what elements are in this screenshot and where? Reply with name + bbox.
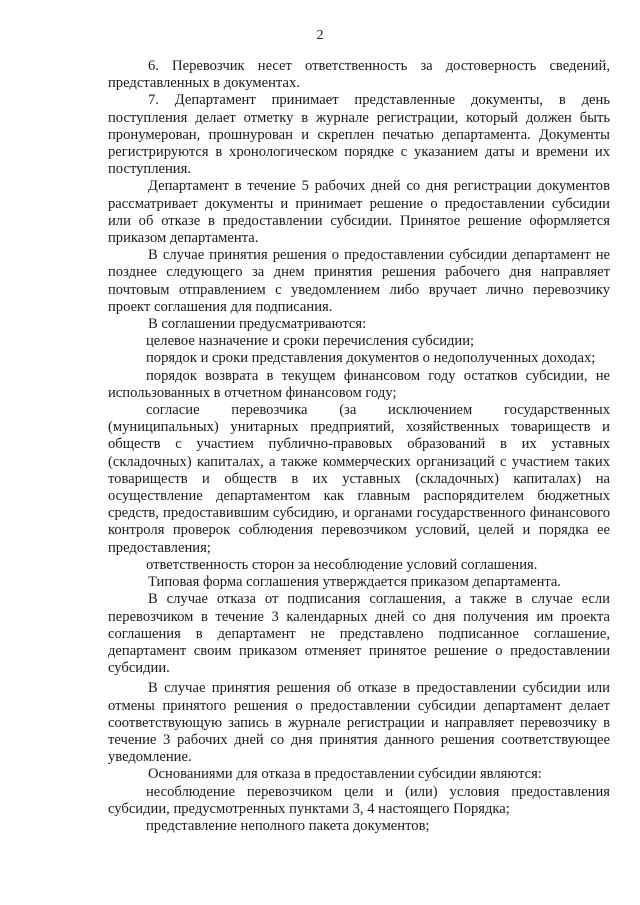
paragraph: 6. Перевозчик несет ответственность за достоверность сведений, представленных в документах. [108,58,610,92]
document-body [108,58,610,835]
paragraph: В случае принятия решения о предоставлении субсидии департамент не позднее следующего за днем принятия решения рабочего дня направляет почтовым отправлением с уведомлением либо вручает лично перевозчику проект соглашения для подписания. [108,247,610,315]
list-item: целевое назначение и сроки перечисления субсидии; [146,333,475,350]
paragraph: В случае принятия решения об отказе в предоставлении субсидии или отмены принятого решения о предоставлении субсидии департамент делает соответствующую запись в журнале регистрации и направляет перевозчику в течение 3 рабочих дней со дня принятия данного решения соответствующее уведомление. [108,680,610,766]
paragraph: 7. Департамент принимает представленные документы, в день поступления делает отметку в журнале регистрации, который должен быть пронумерован, прошнурован и скреплен печатью департамента. Документы регистрируются в хронологическом порядке с указанием даты и времени их поступления. [108,92,610,178]
list-item: несоблюдение перевозчиком цели и (или) условия предоставления субсидии, предусмотренных пунктами 3, 4 настоящего Порядка; [108,783,610,817]
paragraph: Департамент в течение 5 рабочих дней со дня регистрации документов рассматривает документы и принимает решение о предоставлении субсидии или об отказе в предоставлении субсидии. Принятое решение оформляется приказом департамента. [108,178,610,247]
list-item: ответственность сторон за несоблюдение условий соглашения. [146,556,538,573]
paragraph: Основаниями для отказа в предоставлении субсидии являются: [148,766,542,783]
list-item: порядок и сроки представления документов о недополученных доходах; [146,350,596,367]
list-item: представление неполного пакета документов; [146,817,430,834]
list-item: порядок возврата в текущем финансовом году остатков субсидии, не использованных в отчетном финансовом году; [108,367,610,401]
page-number: 2 [316,28,324,43]
list-item: согласие перевозчика (за исключением государственных (муниципальных) унитарных предприятий, хозяйственных товариществ и обществ с участием публично-правовых образований в их уставных (складочных) капиталах, а также коммерческих организаций с участием таких товариществ и обществ в их уставных (складочных) капиталах) на осуществление департаментом как главным распорядителем бюджетных средств, предоставившим субсидию, и органами государственного финансового контроля проверок соблюдения перевозчиком условий, целей и порядка ее предоставления; [108,402,610,556]
paragraph: Типовая форма соглашения утверждается приказом департамента. [148,574,562,591]
paragraph: В соглашении предусматриваются: [148,316,367,333]
paragraph: В случае отказа от подписания соглашения, а также в случае если перевозчиком в течение 3 календарных дней со дня получения им проекта соглашения в департамент не представлено подписанное соглашение, департамент своим приказом отменяет принятое решение о предоставлении субсидии. [108,591,610,677]
